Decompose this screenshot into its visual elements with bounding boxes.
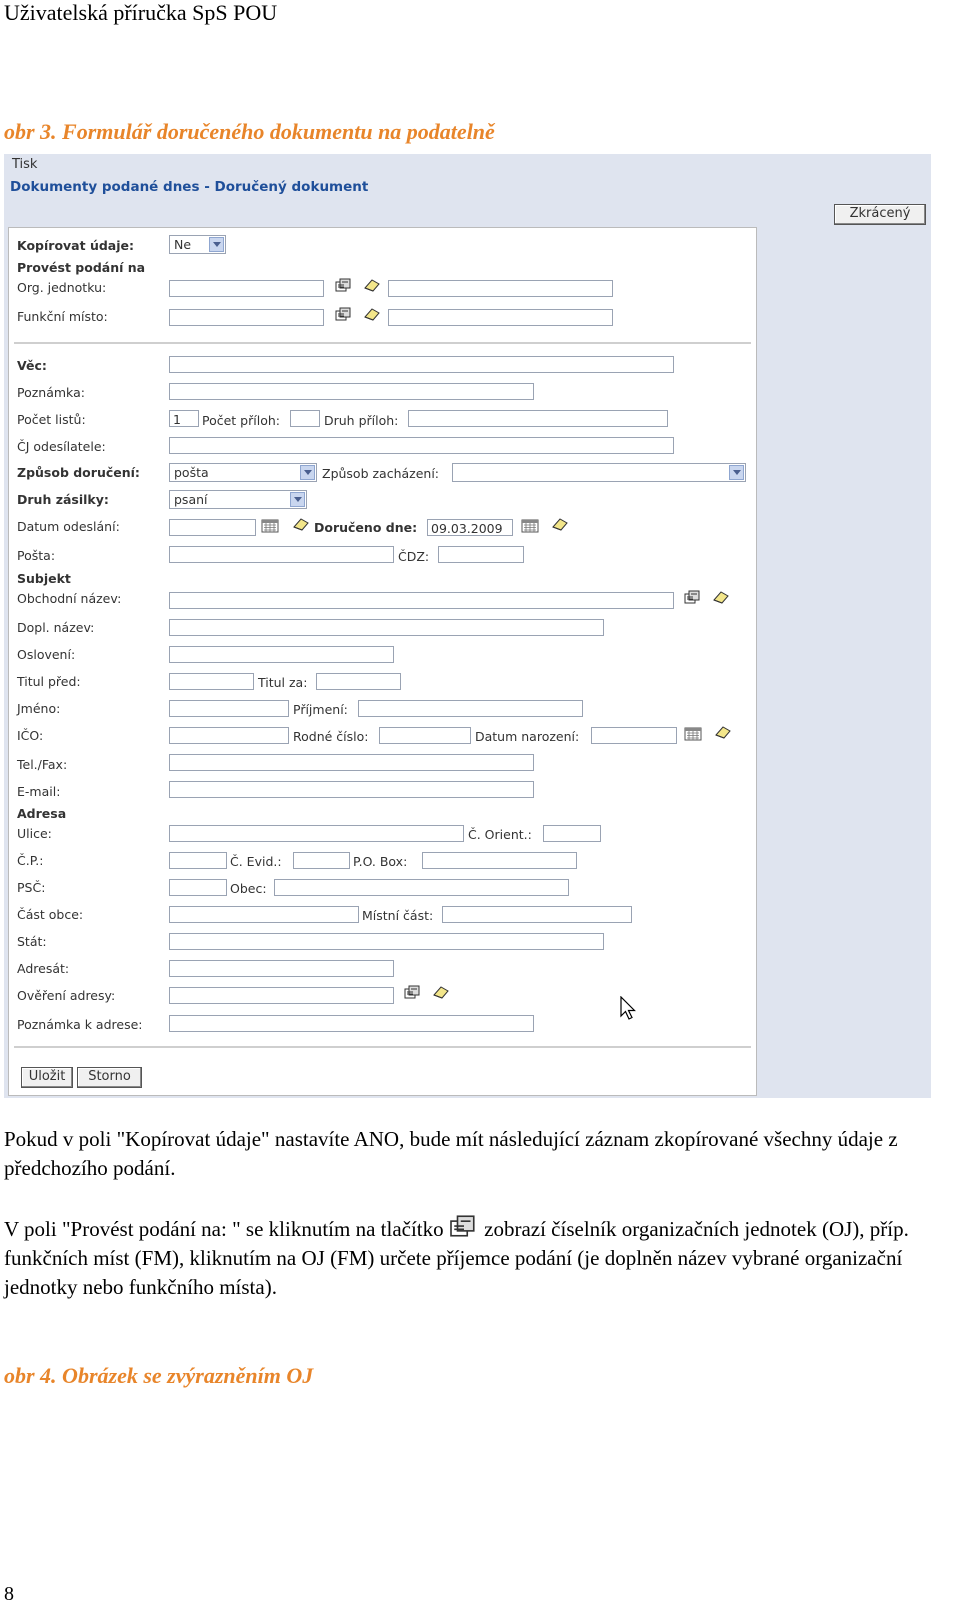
eraser-icon[interactable] (551, 516, 569, 532)
document-header: Uživatelská příručka SpS POU (4, 0, 278, 25)
label-adresat: Adresát: (17, 961, 70, 976)
form-screenshot (4, 154, 931, 1098)
label-cp: Č.P.: (17, 853, 44, 868)
zkraceny-button[interactable]: Zkrácený (834, 204, 926, 225)
figure-caption-4: obr 4. Obrázek se zvýrazněním OJ (4, 1363, 314, 1388)
eraser-icon[interactable] (292, 516, 310, 532)
label-osloveni: Oslovení: (17, 647, 76, 662)
label-c-evid: Č. Evid.: (230, 854, 282, 869)
c-evid-input[interactable] (293, 852, 350, 869)
paragraph-2 (4, 1213, 934, 1302)
label-po-box: P.O. Box: (353, 854, 408, 869)
label-ico: IČO: (17, 728, 44, 743)
lookup-icon (449, 1213, 479, 1239)
figure-caption-3: obr 3. Formulář doručeného dokumentu na podatelně (4, 119, 495, 144)
po-box-input[interactable] (422, 852, 577, 869)
email-input[interactable] (169, 781, 534, 798)
eraser-icon[interactable] (712, 589, 730, 605)
ulice-input[interactable] (169, 825, 464, 842)
label-vec: Věc: (17, 358, 47, 373)
c-orient-input[interactable] (543, 825, 601, 842)
divider (14, 342, 751, 344)
label-subjekt: Subjekt (17, 571, 71, 586)
eraser-icon[interactable] (363, 277, 381, 293)
eraser-icon[interactable] (432, 984, 450, 1000)
mistni-cast-input[interactable] (442, 906, 632, 923)
label-posta: Pošta: (17, 548, 56, 563)
calendar-icon[interactable] (261, 518, 279, 534)
label-cdz: ČDZ: (398, 549, 430, 564)
lookup-icon[interactable] (404, 984, 422, 1000)
cursor-icon (619, 996, 637, 1022)
calendar-icon[interactable] (684, 726, 702, 742)
druh-priloh-input[interactable] (408, 410, 668, 427)
label-titul-za: Titul za: (258, 675, 308, 690)
label-stat: Stát: (17, 934, 47, 949)
label-funkcni: Funkční místo: (17, 309, 108, 324)
label-cast-obce: Část obce: (17, 907, 84, 922)
form-panel (8, 227, 757, 1096)
obec-input[interactable] (274, 879, 569, 896)
overeni-input[interactable] (169, 987, 394, 1004)
org-input[interactable] (169, 280, 324, 297)
label-datum-odeslani: Datum odeslání: (17, 519, 120, 534)
cp-input[interactable] (169, 852, 227, 869)
label-obchodni: Obchodní název: (17, 591, 122, 606)
label-adresa: Adresa (17, 806, 67, 821)
poznamka-input[interactable] (169, 383, 534, 400)
label-email: E-mail: (17, 784, 61, 799)
jmeno-input[interactable] (169, 700, 289, 717)
label-poznamka: Poznámka: (17, 385, 85, 400)
stat-input[interactable] (169, 933, 604, 950)
label-org: Org. jednotku: (17, 280, 107, 295)
breadcrumb[interactable]: Dokumenty podané dnes - Doručený dokument (10, 179, 369, 195)
page-number: 8 (4, 1583, 14, 1605)
datum-odeslani-input[interactable] (169, 519, 256, 536)
chevron-down-icon (290, 492, 305, 507)
save-button[interactable]: Uložit (21, 1067, 73, 1088)
label-dopl: Dopl. název: (17, 620, 95, 635)
label-cj: ČJ odesílatele: (17, 439, 106, 454)
prijmeni-input[interactable] (358, 700, 583, 717)
label-tel: Tel./Fax: (17, 757, 68, 772)
datum-narozeni-input[interactable] (591, 727, 677, 744)
rodne-input[interactable] (379, 727, 471, 744)
label-c-orient: Č. Orient.: (468, 827, 532, 842)
lookup-icon[interactable] (335, 277, 353, 293)
cancel-button[interactable]: Storno (77, 1067, 142, 1088)
eraser-icon[interactable] (714, 724, 732, 740)
paragraph-1: Pokud v poli "Kopírovat údaje" nastavíte ANO, bude mít následující záznam zkopírované všechny údaje z předchozího podání. (4, 1127, 898, 1180)
adresat-input[interactable] (169, 960, 394, 977)
kopirovat-select[interactable]: Ne (169, 235, 226, 254)
cdz-input[interactable] (438, 546, 524, 563)
label-provest: Provést podání na (17, 260, 146, 275)
label-poznamka-adresa: Poznámka k adrese: (17, 1017, 143, 1032)
label-kopirovat: Kopírovat údaje: (17, 238, 134, 253)
chevron-down-icon (209, 237, 224, 252)
funkcni-name-input[interactable] (388, 309, 613, 326)
label-prijmeni: Příjmení: (293, 702, 348, 717)
titul-za-input[interactable] (316, 673, 401, 690)
label-druh-priloh: Druh příloh: (324, 413, 399, 428)
vec-input[interactable] (169, 356, 674, 373)
calendar-icon[interactable] (521, 518, 539, 534)
pocet-priloh-input[interactable] (290, 410, 320, 427)
label-pocet-listu: Počet listů: (17, 412, 86, 427)
paragraph-2-text: V poli "Provést podání na: " se kliknutím na tlačítko (4, 1217, 449, 1241)
label-obec: Obec: (230, 881, 267, 896)
label-datum-narozeni: Datum narození: (475, 729, 580, 744)
lookup-icon[interactable] (335, 306, 353, 322)
poznamka-adresa-input[interactable] (169, 1015, 534, 1032)
cj-input[interactable] (169, 437, 674, 454)
tel-input[interactable] (169, 754, 534, 771)
org-name-input[interactable] (388, 280, 613, 297)
label-ulice: Ulice: (17, 826, 52, 841)
osloveni-input[interactable] (169, 646, 394, 663)
label-zpusob-doruceni: Způsob doručení: (17, 465, 140, 480)
eraser-icon[interactable] (363, 306, 381, 322)
cast-obce-input[interactable] (169, 906, 359, 923)
chevron-down-icon (300, 465, 315, 480)
druh-zasilky-select[interactable]: psaní (169, 490, 307, 509)
label-psc: PSČ: (17, 880, 46, 895)
paragraph-2-text-end: zobrazí číselník organizačních jednotek (OJ), příp. funkčních míst (FM), kliknutím na OJ (FM) určete příjemce podání (je doplněn název vybrané organizační jednotky nebo funkčního místa). (4, 1217, 909, 1299)
label-zpusob-zachazeni: Způsob zacházení: (322, 466, 440, 481)
posta-input[interactable] (169, 546, 394, 563)
label-pocet-priloh: Počet příloh: (202, 413, 280, 428)
ico-input[interactable] (169, 727, 289, 744)
label-doruceno: Doručeno dne: (314, 520, 418, 535)
psc-input[interactable] (169, 879, 227, 896)
print-link[interactable]: Tisk (12, 157, 38, 172)
obchodni-input[interactable] (169, 592, 674, 609)
pocet-listu-input[interactable]: 1 (169, 410, 199, 427)
label-overeni: Ověření adresy: (17, 988, 116, 1003)
label-mistni-cast: Místní část: (362, 908, 434, 923)
doruceno-input[interactable]: 09.03.2009 (427, 519, 513, 536)
lookup-icon[interactable] (684, 589, 702, 605)
label-titul-pred: Titul před: (17, 674, 81, 689)
funkcni-input[interactable] (169, 309, 324, 326)
label-druh-zasilky: Druh zásilky: (17, 492, 109, 507)
label-jmeno: Jméno: (17, 701, 61, 716)
label-rodne: Rodné číslo: (293, 729, 369, 744)
zpusob-zachazeni-select[interactable] (452, 463, 746, 482)
chevron-down-icon (729, 465, 744, 480)
titul-pred-input[interactable] (169, 673, 254, 690)
divider (14, 1046, 751, 1048)
zpusob-doruceni-select[interactable]: pošta (169, 463, 317, 482)
dopl-input[interactable] (169, 619, 604, 636)
